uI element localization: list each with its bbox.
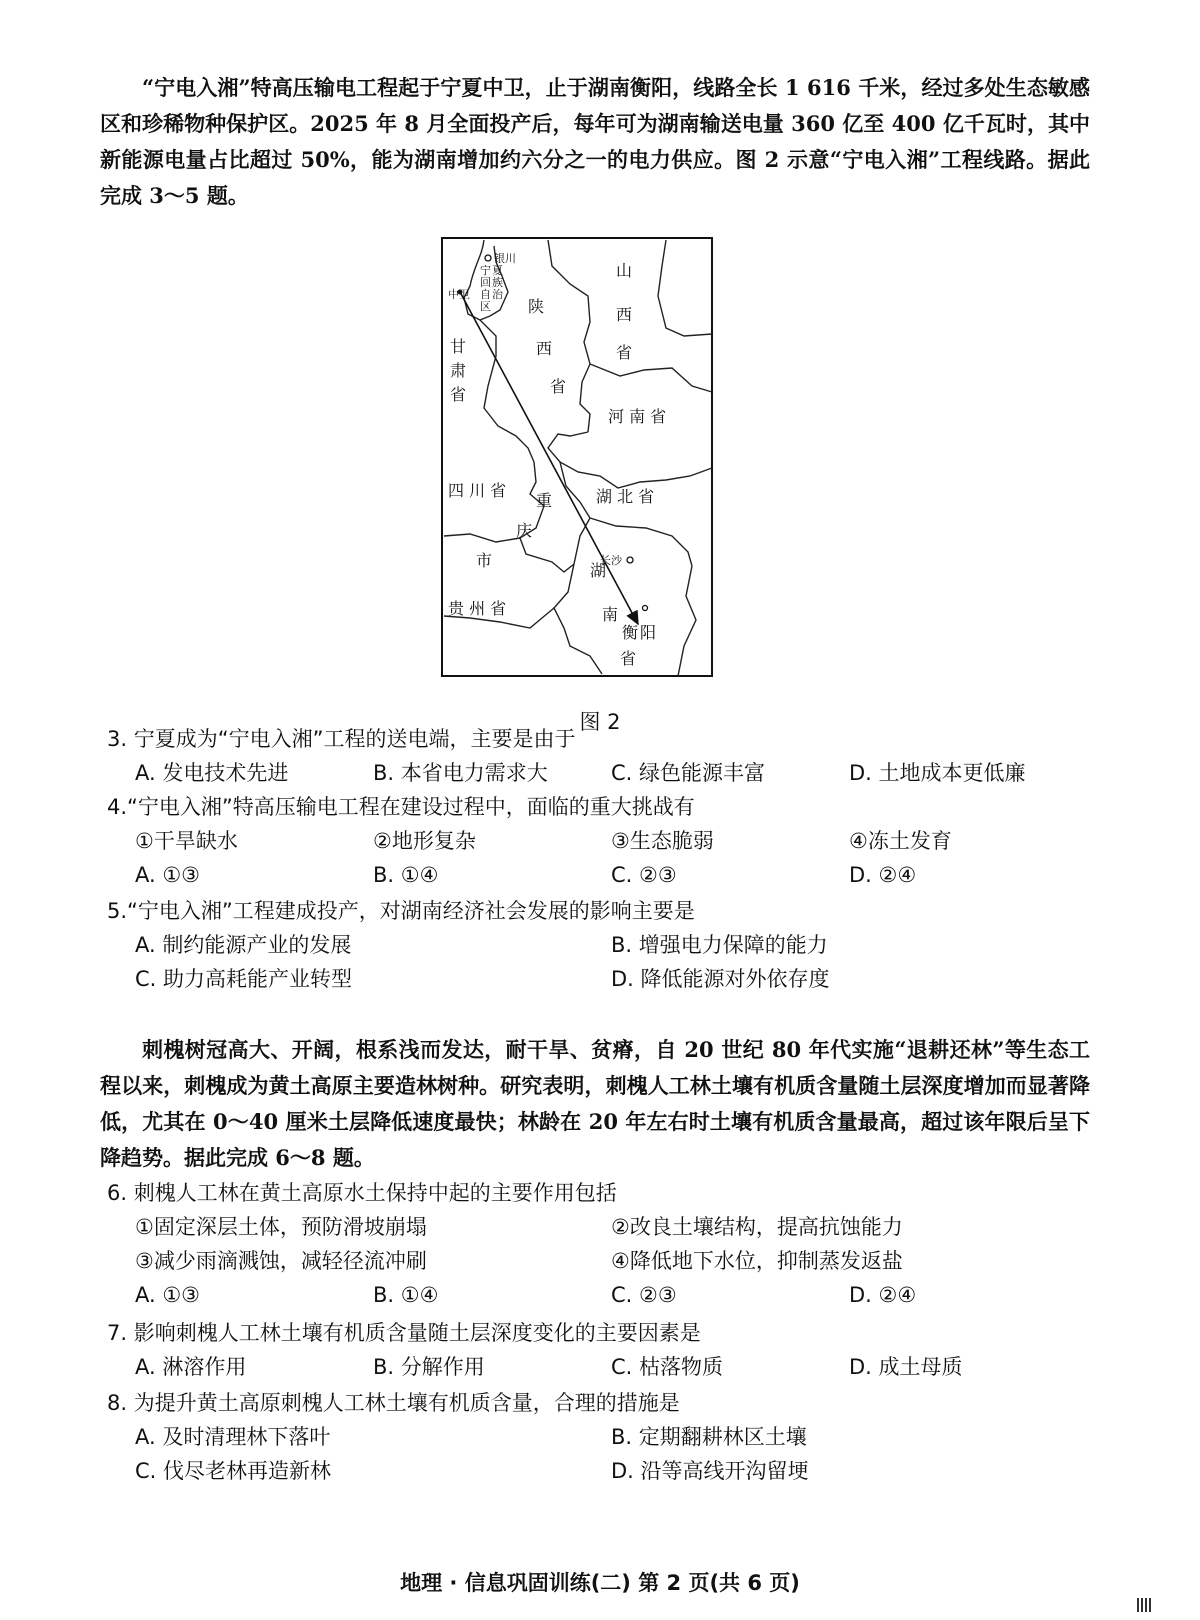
question-7 xyxy=(107,1316,1097,1384)
svg-text:湖: 湖 xyxy=(590,561,607,580)
option-a[interactable]: A. 制约能源产业的发展 xyxy=(135,933,352,957)
option-d[interactable]: D. 降低能源对外依存度 xyxy=(611,967,830,991)
statement-items xyxy=(107,1210,1097,1278)
statement-1: ①固定深层土体，预防滑坡崩塌 xyxy=(135,1215,427,1239)
qr-code-icon xyxy=(1137,1598,1151,1612)
option-c[interactable]: C. 助力高耗能产业转型 xyxy=(135,967,353,991)
svg-text:南: 南 xyxy=(602,605,619,624)
svg-text:陕: 陕 xyxy=(528,297,545,316)
statement-4: ④冻土发育 xyxy=(849,829,952,853)
intro-paragraph-1 xyxy=(100,70,1090,214)
question-stem: 6. 刺槐人工林在黄土高原水土保持中起的主要作用包括 xyxy=(107,1181,617,1205)
option-b[interactable]: B. 分解作用 xyxy=(373,1355,485,1379)
svg-text:省: 省 xyxy=(550,377,567,396)
intro-text-2: 刺槐树冠高大、开阔，根系浅而发达，耐干旱、贫瘠，自 20 世纪 80 年代实施“退耕还林”等生态工程以来，刺槐成为黄土高原主要造林树种。研究表明，刺槐人工林土壤有机质含量随土层深度增加而显著降低，尤其在 0～40 厘米土层降低速度最快；林龄在 20 年左右时土壤有机质含量最高，超过该年限后呈下降趋势。据此完成 6～8 题。 xyxy=(100,1037,1090,1170)
options xyxy=(107,928,1097,996)
options xyxy=(107,1420,1097,1488)
option-d[interactable]: D. ②④ xyxy=(849,1283,917,1307)
statement-1: ①干旱缺水 xyxy=(135,829,238,853)
svg-text:回: 回 xyxy=(480,276,491,289)
route-map-figure xyxy=(440,236,714,698)
options xyxy=(107,1350,1097,1384)
option-a[interactable]: A. 及时清理林下落叶 xyxy=(135,1425,331,1449)
option-c[interactable]: C. 绿色能源丰富 xyxy=(611,761,766,785)
statement-items xyxy=(107,824,1097,858)
svg-text:省: 省 xyxy=(616,343,633,362)
option-b[interactable]: B. ①④ xyxy=(373,863,439,887)
question-stem: 8. 为提升黄土高原刺槐人工林土壤有机质含量，合理的措施是 xyxy=(107,1391,680,1415)
svg-text:夏: 夏 xyxy=(492,264,503,277)
statement-2: ②地形复杂 xyxy=(373,829,476,853)
label-zhongwei: 中卫 xyxy=(448,288,470,301)
svg-text:西: 西 xyxy=(616,305,633,324)
option-a[interactable]: A. ①③ xyxy=(135,1283,200,1307)
svg-text:省: 省 xyxy=(620,649,637,668)
svg-text:山: 山 xyxy=(616,261,633,280)
options xyxy=(107,858,1097,892)
svg-text:庆: 庆 xyxy=(516,521,533,540)
figure-caption: 图 2 xyxy=(579,710,621,734)
svg-text:宁: 宁 xyxy=(480,264,491,277)
option-d[interactable]: D. 土地成本更低廉 xyxy=(849,761,1026,785)
question-3 xyxy=(107,722,1097,790)
label-gansu xyxy=(450,337,466,404)
question-stem: 7. 影响刺槐人工林土壤有机质含量随土层深度变化的主要因素是 xyxy=(107,1321,701,1345)
option-c[interactable]: C. 枯落物质 xyxy=(611,1355,724,1379)
option-c[interactable]: C. 伐尽老林再造新林 xyxy=(135,1459,332,1483)
intro-paragraph-2 xyxy=(100,1032,1090,1176)
label-henan: 河 南 省 xyxy=(608,407,667,426)
svg-text:肃: 肃 xyxy=(450,361,467,380)
option-a[interactable]: A. ①③ xyxy=(135,863,200,887)
svg-text:甘: 甘 xyxy=(450,337,467,356)
question-6 xyxy=(107,1176,1097,1312)
option-d[interactable]: D. 成土母质 xyxy=(849,1355,963,1379)
question-stem: 3. 宁夏成为“宁电入湘”工程的送电端，主要是由于 xyxy=(107,727,576,751)
option-c[interactable]: C. ②③ xyxy=(611,1283,677,1307)
label-shanxi xyxy=(616,261,632,362)
page-footer: 地理 · 信息巩固训练(二) 第 2 页(共 6 页) xyxy=(400,1571,800,1595)
svg-text:区: 区 xyxy=(480,300,491,313)
statement-4: ④降低地下水位，抑制蒸发返盐 xyxy=(611,1249,903,1273)
route-map xyxy=(440,236,714,698)
svg-text:衡: 衡 xyxy=(622,623,639,642)
option-b[interactable]: B. ①④ xyxy=(373,1283,439,1307)
option-c[interactable]: C. ②③ xyxy=(611,863,677,887)
svg-text:市: 市 xyxy=(476,551,493,570)
label-sichuan: 四 川 省 xyxy=(448,481,507,500)
option-a[interactable]: A. 淋溶作用 xyxy=(135,1355,247,1379)
option-d[interactable]: D. ②④ xyxy=(849,863,917,887)
option-b[interactable]: B. 增强电力保障的能力 xyxy=(611,933,828,957)
option-b[interactable]: B. 定期翻耕林区土壤 xyxy=(611,1425,807,1449)
svg-text:自: 自 xyxy=(480,288,491,301)
svg-text:阳: 阳 xyxy=(640,623,657,642)
label-changsha: 长沙 xyxy=(600,554,622,567)
statement-3: ③减少雨滴溅蚀，减轻径流冲刷 xyxy=(135,1249,427,1273)
option-b[interactable]: B. 本省电力需求大 xyxy=(373,761,548,785)
label-yinchuan: 银川 xyxy=(494,252,516,265)
option-a[interactable]: A. 发电技术先进 xyxy=(135,761,289,785)
statement-2: ②改良土壤结构，提高抗蚀能力 xyxy=(611,1215,903,1239)
question-5 xyxy=(107,894,1097,996)
statement-3: ③生态脆弱 xyxy=(611,829,714,853)
label-guizhou: 贵 州 省 xyxy=(448,599,507,618)
label-hubei: 湖 北 省 xyxy=(596,487,655,506)
intro-text-1: “宁电入湘”特高压输电工程起于宁夏中卫，止于湖南衡阳，线路全长 1 616 千米，经过多处生态敏感区和珍稀物种保护区。2025 年 8 月全面投产后，每年可为湖南输送电量 360 亿至 400 亿千瓦时，其中新能源电量占比超过 50%，能为湖南增加约六分之一的电力供应。图 2 示意“宁电入湘”工程线路。据此完成 3～5 题。 xyxy=(100,75,1090,208)
option-d[interactable]: D. 沿等高线开沟留埂 xyxy=(611,1459,809,1483)
question-stem: 4.“宁电入湘”特高压输电工程在建设过程中，面临的重大挑战有 xyxy=(107,795,695,819)
options xyxy=(107,1278,1097,1312)
options xyxy=(107,756,1097,790)
question-8 xyxy=(107,1386,1097,1488)
svg-text:西: 西 xyxy=(536,339,553,358)
question-4 xyxy=(107,790,1097,892)
svg-text:治: 治 xyxy=(492,288,503,301)
svg-text:省: 省 xyxy=(450,385,467,404)
svg-text:族: 族 xyxy=(492,276,503,289)
svg-text:重: 重 xyxy=(536,491,553,510)
question-stem: 5.“宁电入湘”工程建成投产，对湖南经济社会发展的影响主要是 xyxy=(107,899,695,923)
